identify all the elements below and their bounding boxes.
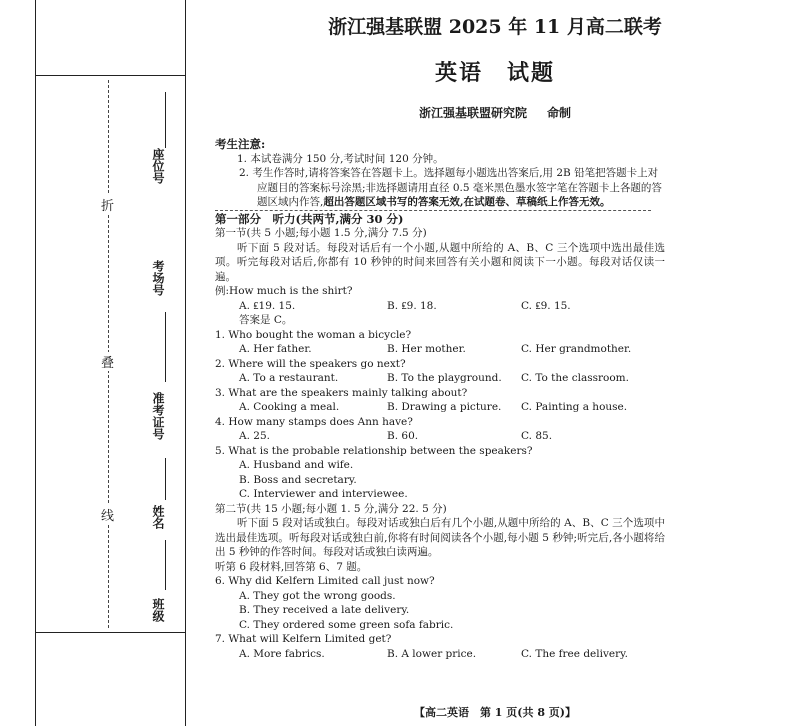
q4-option-c: C. 85. [521, 430, 553, 442]
class-label: 班级 [151, 598, 165, 622]
exam-room-field [150, 260, 180, 296]
name-label: 姓名 [151, 505, 165, 529]
fold-char-1: 折 [101, 195, 114, 214]
question-6: 6. Why did Kelfern Limited call just now? [215, 575, 435, 587]
exam-room-underline [165, 312, 166, 382]
question-2-options [215, 371, 665, 386]
class-field [150, 598, 180, 622]
notice-item-1: 1. 本试卷满分 150 分,考试时间 120 分钟。 [237, 152, 444, 165]
example-options [215, 299, 665, 314]
q5-option-a: A. Husband and wife. [239, 459, 354, 471]
material-6-note: 听第 6 段材料,回答第 6、7 题。 [215, 560, 368, 573]
q3-option-b: B. Drawing a picture. [387, 401, 502, 413]
admission-number-field [150, 392, 180, 440]
q7-option-a: A. More fabrics. [239, 647, 325, 660]
q4-option-a: A. 25. [239, 430, 270, 442]
q6-option-b: B. They received a late delivery. [239, 604, 410, 616]
q3-option-a: A. Cooking a meal. [239, 401, 340, 413]
q5-option-c: C. Interviewer and interviewee. [239, 488, 408, 500]
author-role: 命制 [547, 106, 572, 120]
question-2: 2. Where will the speakers go next? [215, 357, 406, 370]
page-footer: 【高二英语 第 1 页(共 8 页)】 [413, 706, 577, 719]
notice-warning: 超出答题区域书写的答案无效,在试题卷、草稿纸上作答无效。 [323, 196, 611, 208]
fold-char-2: 叠 [101, 352, 114, 371]
q7-option-b: B. A lower price. [387, 647, 477, 660]
q6-option-c: C. They ordered some green sofa fabric. [239, 618, 454, 631]
author-line [190, 104, 800, 121]
example-question: 例:How much is the shirt? [215, 285, 353, 297]
author-name: 浙江强基联盟研究院 [418, 106, 527, 120]
q1-option-b: B. Her mother. [387, 343, 466, 355]
q1-option-c: C. Her grandmother. [521, 343, 632, 355]
fold-char-3: 线 [101, 505, 114, 524]
exam-title: 浙江强基联盟 2025 年 11 月高二联考 [328, 16, 662, 38]
q2-option-b: B. To the playground. [387, 372, 502, 384]
exam-room-label: 考场号 [151, 260, 165, 296]
example-answer: 答案是 C。 [239, 314, 293, 326]
margin-divider-bottom [35, 632, 185, 633]
question-7-options [215, 647, 665, 662]
question-5: 5. What is the probable relationship between the speakers? [215, 444, 533, 457]
example-option-b: B. ₤9. 18. [387, 299, 437, 312]
question-4-options [215, 429, 665, 444]
name-field [150, 505, 180, 529]
section1-heading: 第一节(共 5 小题;每小题 1.5 分,满分 7.5 分) [215, 227, 427, 239]
q3-option-c: C. Painting a house. [521, 401, 628, 413]
q6-option-a: A. They got the wrong goods. [239, 589, 396, 602]
q5-option-b: B. Boss and secretary. [239, 473, 357, 486]
question-4: 4. How many stamps does Ann have? [215, 415, 413, 428]
admission-number-underline [165, 458, 166, 500]
name-underline [165, 540, 166, 590]
seat-number-underline [165, 92, 166, 148]
question-1-options [215, 342, 665, 357]
notice-heading: 考生注意: [215, 137, 266, 151]
admission-number-label: 准考证号 [151, 392, 165, 440]
question-3-options [215, 400, 665, 415]
example-option-c: C. ₤9. 15. [521, 299, 571, 312]
question-3: 3. What are the speakers mainly talking about? [215, 386, 468, 399]
q1-option-a: A. Her father. [239, 343, 312, 355]
margin-border-left [35, 0, 36, 726]
q2-option-c: C. To the classroom. [521, 372, 629, 384]
part1-heading: 第一部分 听力(共两节,满分 30 分) [215, 211, 404, 226]
margin-divider-top [35, 75, 185, 76]
q7-option-c: C. The free delivery. [521, 647, 629, 660]
section2-instructions: 听下面 5 段对话或独白。每段对话或独白后有几个小题,从题中所给的 A、B、C 三个选项中选出最佳选项。听每段对话或独白前,你将有时间阅读各个小题,每小题 5 秒钟;听完后,各小题将给出 5 秒钟的作答时间。每段对话或独白读两遍。 [215, 517, 665, 558]
q4-option-b: B. 60. [387, 430, 419, 442]
question-1: 1. Who bought the woman a bicycle? [215, 328, 412, 341]
subject-title: 英语 试题 [434, 60, 555, 86]
section1-instructions: 听下面 5 段对话。每段对话后有一个小题,从题中所给的 A、B、C 三个选项中选出最佳选项。听完每段对话后,你都有 10 秒钟的时间来回答有关小题和阅读下一小题。每段对话仅读一遍。 [215, 241, 665, 283]
question-7: 7. What will Kelfern Limited get? [215, 633, 392, 645]
margin-border-right [185, 0, 186, 726]
section2-heading: 第二节(共 15 小题;每小题 1. 5 分,满分 22. 5 分) [215, 502, 447, 515]
example-option-a: A. ₤19. 15. [239, 299, 296, 312]
q2-option-a: A. To a restaurant. [239, 372, 339, 384]
seat-number-label: 座位号 [151, 148, 165, 184]
seat-number-field [150, 148, 180, 187]
exam-content [215, 137, 665, 661]
notice-item-2: 2. 考生作答时,请将答案答在答题卡上。选择题每小题选出答案后,用 2B 铅笔把答题卡上对应题目的答案标号涂黑;非选择题请用直径 0.5 毫米黑色墨水签字笔在答题卡上各题的答题区域内作答,超出答题区域书写的答案无效,在试题卷、草稿纸上作答无效。 [239, 167, 662, 208]
